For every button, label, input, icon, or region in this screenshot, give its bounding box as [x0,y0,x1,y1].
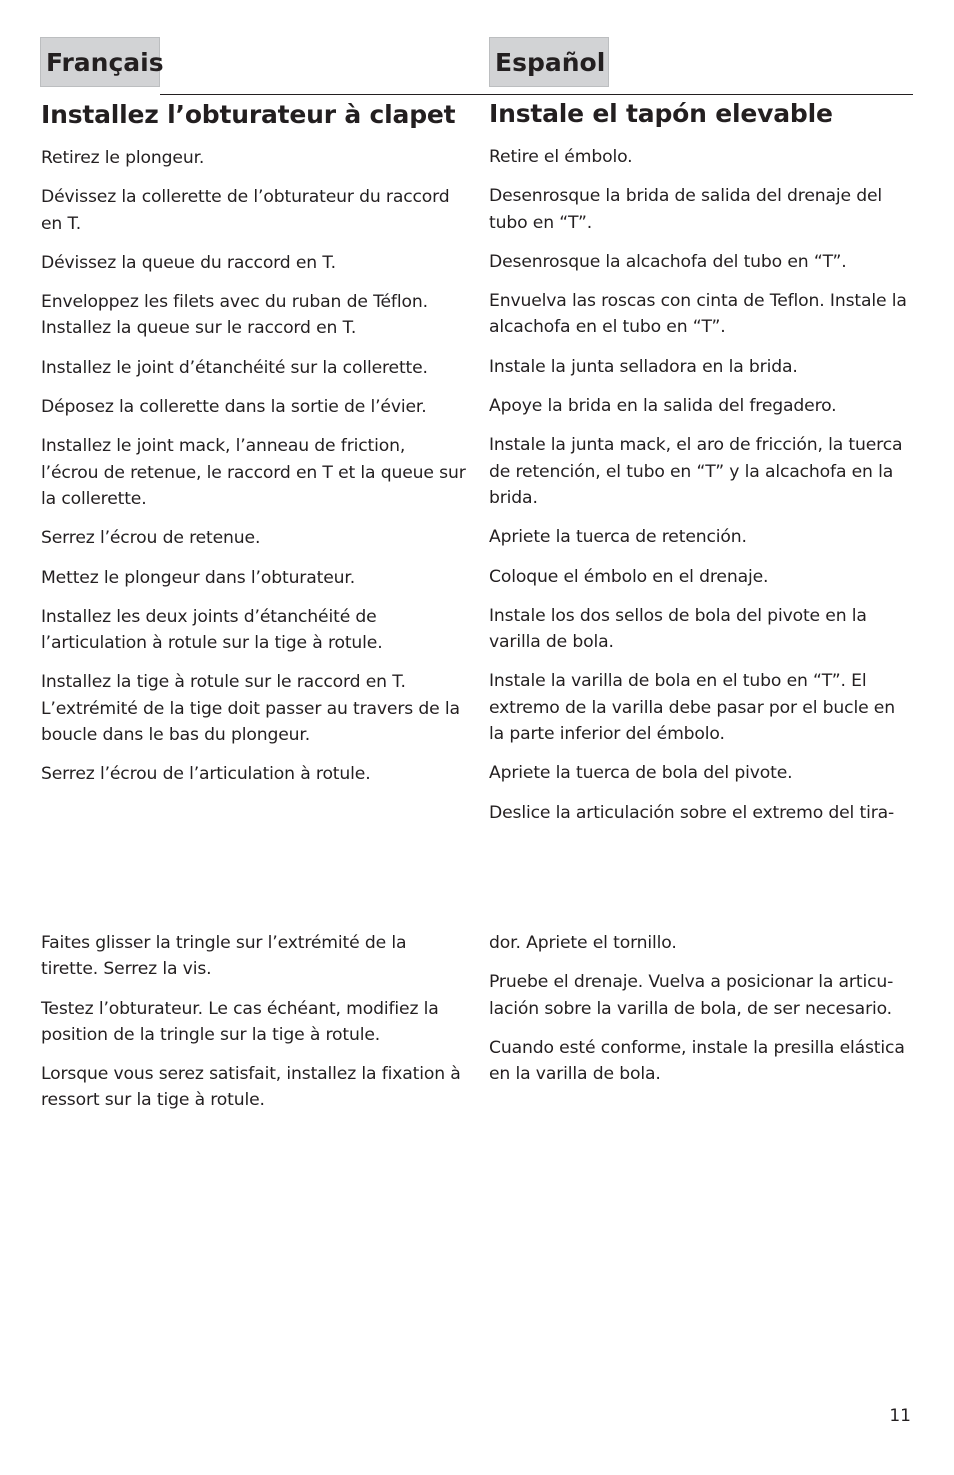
francais-step: Mettez le plongeur dans l’obturateur. [41,567,356,588]
espanol-step: Apriete la tuerca de retención. [489,527,747,548]
francais-step: Enveloppez les filets avec du ruban de Téflon. Installez la queue sur le raccord en T. [41,292,428,339]
francais-step: Retirez le plongeur. [41,148,205,168]
francais-section-tab: Français [40,37,160,87]
espanol-section-tab: Español [489,37,609,87]
francais-step: Lorsque vous serez satisfait, installez la fixation à ressort sur la tige à rotule. [41,1064,461,1111]
francais-column-bottom [41,930,466,1127]
espanol-step: Desenrosque la brida de salida del drenaje del tubo en “T”. [489,186,883,233]
francais-step: Installez le joint mack, l’anneau de friction, l’écrou de retenue, le raccord en T et la queue sur la collerette. [41,436,466,509]
espanol-step: Instale los dos sellos de bola del pivote en la varilla de bola. [489,605,867,653]
francais-step: Serrez l’écrou de l’articulation à rotule. [41,764,371,785]
espanol-step: Retire el émbolo. [489,147,633,167]
francais-step: Installez les deux joints d’étanchéité de l’articulation à rotule sur la tige à rotule. [41,606,383,654]
header-rule [160,94,913,95]
espanol-step: Apoye la brida en la salida del fregadero. [489,396,837,417]
espanol-step: Deslice la articulación sobre el extremo del tira- [489,802,895,823]
espanol-step: Desenrosque la alcachofa del tubo en “T”. [489,251,847,272]
espanol-step: Instale la junta mack, el aro de fricción, la tuerca de retención, el tubo en “T” y la alcachofa en la brida. [489,435,903,508]
francais-step: Installez la tige à rotule sur le raccord en T. L’extrémité de la tige doit passer au travers de la boucle dans le bas du plongeur. [41,672,460,746]
espanol-step: dor. Apriete el tornillo. [489,933,677,953]
espanol-heading: Instale el tapón elevable [489,99,833,128]
espanol-step: Instale la varilla de bola en el tubo en “T”. El extremo de la varilla debe pasar por el bucle en la parte inferior del émbolo. [489,671,895,745]
francais-heading: Installez l’obturateur à clapet [41,100,456,129]
espanol-step: Cuando esté conforme, instale la presilla elástica en la varilla de bola. [489,1037,905,1085]
espanol-step: Apriete la tuerca de bola del pivote. [489,763,793,784]
page-number: 11 [889,1406,911,1426]
francais-step: Installez le joint d’étanchéité sur la collerette. [41,357,428,378]
espanol-step: Envuelva las roscas con cinta de Teflon. Instale la alcachofa en el tubo en “T”. [489,291,907,338]
espanol-column-top [489,99,914,839]
francais-step: Dévissez la collerette de l’obturateur du raccord en T. [41,187,450,234]
espanol-column-bottom [489,930,914,1100]
espanol-step: Pruebe el drenaje. Vuelva a posicionar la articu-lación sobre la varilla de bola, de ser necesario. [489,972,894,1019]
francais-step: Testez l’obturateur. Le cas échéant, modifiez la position de la tringle sur la tige à rotule. [41,998,439,1045]
francais-step: Déposez la collerette dans la sortie de l’évier. [41,397,427,418]
francais-step: Dévissez la queue du raccord en T. [41,252,336,273]
espanol-step: Coloque el émbolo en el drenaje. [489,566,769,587]
francais-column-top [41,100,466,801]
espanol-step: Instale la junta selladora en la brida. [489,356,798,377]
francais-step: Faites glisser la tringle sur l’extrémité de la tirette. Serrez la vis. [41,933,407,980]
francais-step: Serrez l’écrou de retenue. [41,528,261,549]
